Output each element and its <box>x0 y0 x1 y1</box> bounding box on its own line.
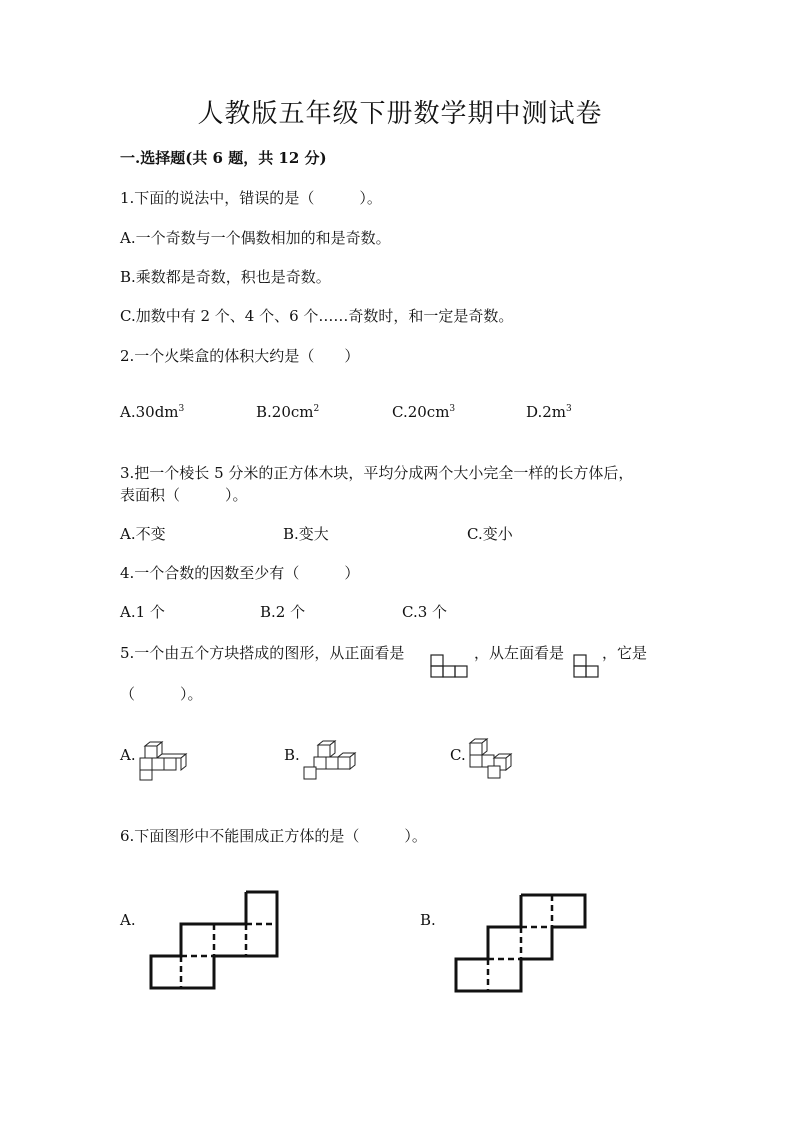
q6-option-a: A. <box>120 911 136 929</box>
q5-cube-figure-b <box>302 740 358 782</box>
q2-stem: 2.一个火柴盒的体积大约是（ ） <box>120 347 360 365</box>
q5-option-a: A. <box>120 746 136 764</box>
section-heading: 一.选择题(共 6 题，共 12 分) <box>120 149 327 167</box>
q4-option-b: B.2 个 <box>260 603 306 621</box>
q4-stem: 4.一个合数的因数至少有（ ） <box>120 564 360 582</box>
q5-cube-figure-c <box>468 738 522 782</box>
q1-option-a: A.一个奇数与一个偶数相加的和是奇数。 <box>120 229 391 247</box>
q2-option-a: $A.30dm^3$ <box>120 403 185 421</box>
q1-option-c: C.加数中有 2 个、4 个、6 个……奇数时，和一定是奇数。 <box>120 307 514 325</box>
q1-option-b: B.乘数都是奇数，积也是奇数。 <box>120 268 331 286</box>
q5-stem-part1: 5.一个由五个方块搭成的图形，从正面看是 <box>120 644 405 662</box>
q4-option-a: A.1 个 <box>120 603 165 621</box>
q6-option-b: B. <box>420 911 436 929</box>
q5-stem-line2: （ ）。 <box>120 685 203 703</box>
q3-option-c: C.变小 <box>467 525 513 543</box>
q2-option-c: $C.20cm^3$ <box>392 403 456 421</box>
front-view-figure <box>430 654 470 678</box>
q3-option-b: B.变大 <box>283 525 329 543</box>
q2-option-b: $B.20cm^2$ <box>256 403 320 421</box>
q5-stem-part3: ，它是 <box>602 644 648 662</box>
q2-option-d: $D.2m^3$ <box>526 403 572 421</box>
q6-net-figure-a <box>150 890 280 990</box>
q5-cube-figure-a <box>138 742 188 782</box>
q5-option-b: B. <box>284 746 300 764</box>
q1-stem: 1.下面的说法中，错误的是（ ）。 <box>120 189 382 207</box>
q3-option-a: A.不变 <box>120 525 166 543</box>
q3-stem-line2: 表面积（ ）。 <box>120 486 248 504</box>
q5-stem-part2: ，从左面看是 <box>474 644 565 662</box>
q6-stem: 6.下面图形中不能围成正方体的是（ ）。 <box>120 827 427 845</box>
q4-option-c: C.3 个 <box>402 603 448 621</box>
left-view-figure <box>573 654 601 678</box>
q6-net-figure-b <box>455 893 587 993</box>
page-title: 人教版五年级下册数学期中测试卷 <box>197 99 603 129</box>
q5-option-c: C. <box>450 746 466 764</box>
q3-stem-line1: 3.把一个棱长 5 分米的正方体木块，平均分成两个大小完全一样的长方体后， <box>120 464 634 482</box>
